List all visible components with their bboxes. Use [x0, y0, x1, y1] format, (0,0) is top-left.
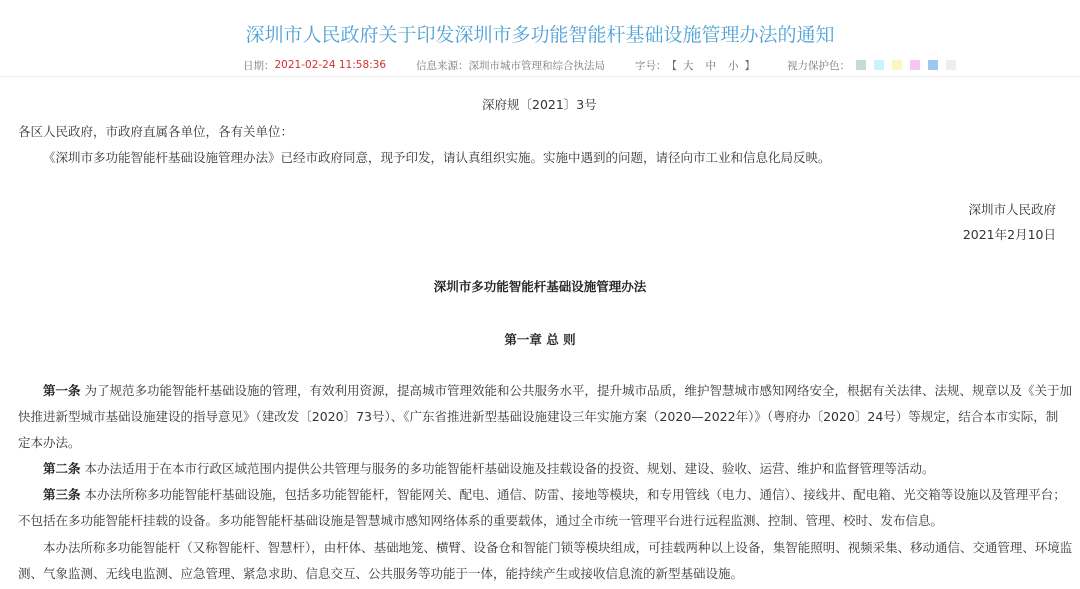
- source-value: 深圳市城市管理和综合执法局: [468, 59, 606, 72]
- font-size-large-button[interactable]: 大: [683, 59, 694, 72]
- article-2-label: 第二条: [43, 461, 81, 476]
- article-1-line-2: 快推进新型城市基础设施建设的指导意见》（建改发〔2020〕73号）、《广东省推进新型基础设施建设三年实施方案（2020—2022年）》（粤府办〔2020〕24号）等规定，结合本市实际，制: [18, 409, 1059, 424]
- article-1-line-1: [43, 381, 1072, 399]
- eye-care-swatch-gray[interactable]: [946, 60, 956, 70]
- chapter-title: 第一章 总 则: [504, 332, 576, 347]
- font-size-label: 字号：: [635, 59, 667, 72]
- article-1-text: 为了规范多功能智能杆基础设施的管理，有效利用资源，提高城市管理效能和公共服务水平，提升城市品质，维护智慧城市感知网络安全，根据有关法律、法规、规章以及《关于加: [84, 383, 1073, 398]
- sign-date: 2021年2月10日: [962, 227, 1056, 242]
- doc-number: 深府规〔2021〕3号: [482, 97, 597, 112]
- font-size-small-button[interactable]: 小: [728, 59, 739, 72]
- source-label: 信息来源：: [416, 59, 469, 72]
- article-2-line-1: [43, 459, 935, 477]
- eye-care-swatch-blue[interactable]: [928, 60, 938, 70]
- eye-care-label: 视力保护色：: [787, 59, 851, 72]
- eye-care-swatch-cyan[interactable]: [874, 60, 884, 70]
- header-divider: [0, 76, 1080, 77]
- page-title: 深圳市人民政府关于印发深圳市多功能智能杆基础设施管理办法的通知: [245, 24, 835, 46]
- article-3-para2-line-2: 测、气象监测、无线电监测、应急管理、紧急求助、信息交互、公共服务等功能于一体，能持续产生或接收信息流的新型基础设施。: [18, 566, 744, 581]
- date-label: 日期：: [243, 59, 275, 72]
- article-3-text: 本办法所称多功能智能杆基础设施，包括多功能智能杆，智能网关、配电、通信、防雷、接地等模块，和专用管线（电力、通信）、接线井、配电箱、光交箱等设施以及管理平台；: [84, 487, 1066, 502]
- signer: 深圳市人民政府: [968, 202, 1056, 217]
- date-value: 2021-02-24 11:58:36: [274, 59, 387, 71]
- intro-paragraph: 《深圳市多功能智能杆基础设施管理办法》已经市政府同意，现予印发，请认真组织实施。实施中遇到的问题，请径向市工业和信息化局反映。: [43, 150, 831, 165]
- bracket-open: 【: [666, 59, 678, 72]
- article-3-line-1: [43, 485, 1066, 503]
- eye-care-swatch-green[interactable]: [856, 60, 866, 70]
- eye-care-swatch-yellow[interactable]: [892, 60, 902, 70]
- article-1-line-3: 定本办法。: [18, 435, 81, 450]
- regulation-title: 深圳市多功能智能杆基础设施管理办法: [433, 279, 647, 294]
- font-size-medium-button[interactable]: 中: [705, 59, 717, 72]
- addressee: 各区人民政府，市政府直属各单位，各有关单位：: [18, 124, 294, 139]
- meta-bar: [243, 57, 964, 73]
- bracket-close: 】: [744, 59, 756, 72]
- article-3-para2-line-1: 本办法所称多功能智能杆（又称智能杆、智慧杆），由杆体、基础地笼、横臂、设备仓和智能门锁等模块组成，可挂载两种以上设备，集智能照明、视频采集、移动通信、交通管理、环境监: [43, 540, 1073, 555]
- eye-care-swatch-pink[interactable]: [910, 60, 920, 70]
- article-1-label: 第一条: [43, 383, 81, 398]
- article-3-label: 第三条: [43, 487, 81, 502]
- article-3-line-2: 不包括在多功能智能杆挂载的设备。多功能智能杆基础设施是智慧城市感知网络体系的重要载体，通过全市统一管理平台进行远程监测、控制、管理、校时、发布信息。: [18, 513, 944, 528]
- article-2-text: 本办法适用于在本市行政区域范围内提供公共管理与服务的多功能智能杆基础设施及挂载设备的投资、规划、建设、验收、运营、维护和监督管理等活动。: [84, 461, 935, 476]
